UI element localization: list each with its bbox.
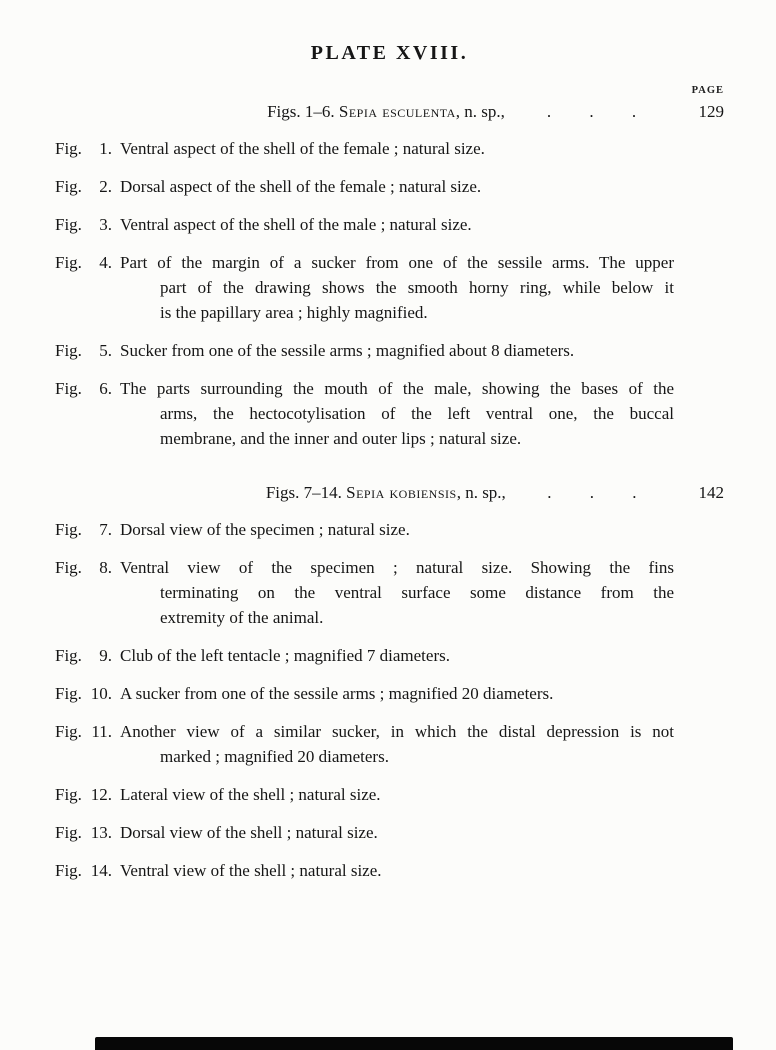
description-line: Dorsal view of the shell ; natural size. <box>120 823 378 842</box>
figure-label-word: Fig. <box>55 520 82 539</box>
section-page-number: 142 <box>698 483 724 502</box>
description-line: extremity of the animal. <box>160 608 324 627</box>
section-page-number: 129 <box>698 102 724 121</box>
description-line: Lateral view of the shell ; natural size. <box>120 785 381 804</box>
description-line: terminating on the ventral surface some distance from the <box>160 583 674 602</box>
description-line: Ventral aspect of the shell of the female ; natural size. <box>120 139 485 158</box>
figure-label <box>55 376 112 451</box>
figure-label <box>55 555 112 630</box>
description-line: arms, the hectocotylisation of the left ventral one, the buccal <box>160 404 674 423</box>
figure-label-word: Fig. <box>55 722 82 741</box>
figure-number: 4. <box>99 253 112 272</box>
heading-prefix: Figs. 7–14. <box>265 483 347 502</box>
figure-label <box>55 136 112 161</box>
figure-number: 8. <box>99 558 112 577</box>
description-line: Another view of a similar sucker, in which the distal depression is not <box>120 722 674 741</box>
figure-description <box>120 250 674 325</box>
figure-label-word: Fig. <box>55 823 82 842</box>
figure-description <box>120 858 674 883</box>
section-heading <box>55 483 724 503</box>
figure-description <box>120 643 674 668</box>
figure-number: 11. <box>91 722 112 741</box>
species-name: Sepia esculenta <box>338 102 456 121</box>
figure-description <box>120 376 674 451</box>
figure-label <box>55 858 112 883</box>
figure-entry <box>55 212 724 237</box>
figure-number: 13. <box>90 823 112 842</box>
figure-number: 3. <box>99 215 112 234</box>
description-line: The parts surrounding the mouth of the male, showing the bases of the <box>120 379 674 398</box>
figure-label <box>55 517 112 542</box>
figure-number: 10. <box>90 684 112 703</box>
section-heading-text <box>267 102 505 122</box>
figure-label-word: Fig. <box>55 861 82 880</box>
figure-entry <box>55 820 724 845</box>
figure-number: 14. <box>90 861 112 880</box>
description-line: Sucker from one of the sessile arms ; magnified about 8 diameters. <box>120 341 575 360</box>
figure-number: 6. <box>99 379 112 398</box>
description-line: Ventral aspect of the shell of the male ; natural size. <box>120 215 472 234</box>
figure-entry <box>55 782 724 807</box>
figure-number: 12. <box>90 785 112 804</box>
description-line: marked ; magnified 20 diameters. <box>160 747 389 766</box>
section-heading <box>55 102 724 122</box>
figure-label <box>55 782 112 807</box>
figure-description <box>120 555 674 630</box>
figure-entry <box>55 517 724 542</box>
page-title: PLATE XVIII. <box>310 42 469 64</box>
figure-entry <box>55 174 724 199</box>
figure-label-word: Fig. <box>55 785 82 804</box>
heading-suffix: , n. sp., <box>455 102 505 121</box>
figure-label <box>55 681 112 706</box>
figure-description <box>120 681 674 706</box>
figure-label <box>55 338 112 363</box>
figure-description <box>120 820 674 845</box>
figure-label <box>55 820 112 845</box>
description-line: Part of the margin of a sucker from one of the sessile arms. The upper <box>120 253 674 272</box>
figure-entry <box>55 643 724 668</box>
figure-entry <box>55 376 724 451</box>
description-line: Ventral view of the specimen ; natural size. Showing the fins <box>120 558 674 577</box>
figure-label-word: Fig. <box>55 558 82 577</box>
figure-description <box>120 212 674 237</box>
figure-entry <box>55 555 724 630</box>
figure-description <box>120 174 674 199</box>
figure-label-word: Fig. <box>55 253 82 272</box>
figure-entry <box>55 136 724 161</box>
figure-description <box>120 517 674 542</box>
description-line: is the papillary area ; highly magnified. <box>160 303 428 322</box>
figure-entry <box>55 719 724 769</box>
figure-label-word: Fig. <box>55 139 82 158</box>
section-sepia-kobiensis <box>55 483 724 883</box>
figure-label-word: Fig. <box>55 684 82 703</box>
figure-number: 2. <box>99 177 112 196</box>
species-name: Sepia kobiensis <box>346 483 457 502</box>
description-line: Ventral view of the shell ; natural size. <box>120 861 382 880</box>
figure-number: 9. <box>99 646 112 665</box>
description-line: Club of the left tentacle ; magnified 7 diameters. <box>120 646 450 665</box>
figure-entry <box>55 858 724 883</box>
figure-entry <box>55 338 724 363</box>
scan-artifact-bar <box>95 1037 733 1050</box>
figure-description <box>120 719 674 769</box>
figure-number: 5. <box>99 341 112 360</box>
figure-label <box>55 174 112 199</box>
figure-description <box>120 136 674 161</box>
page-column-label: PAGE <box>691 85 724 96</box>
figure-label-word: Fig. <box>55 215 82 234</box>
figure-label-word: Fig. <box>55 177 82 196</box>
figure-label <box>55 643 112 668</box>
figure-label-word: Fig. <box>55 646 82 665</box>
heading-suffix: , n. sp., <box>456 483 506 502</box>
figure-label <box>55 250 112 325</box>
figure-description <box>120 338 674 363</box>
figure-number: 7. <box>99 520 112 539</box>
figure-label <box>55 719 112 769</box>
section-sepia-esculenta <box>55 102 724 451</box>
dot-leader: . . . <box>546 102 637 121</box>
figure-label-word: Fig. <box>55 341 82 360</box>
figure-entry <box>55 681 724 706</box>
figure-entry <box>55 250 724 325</box>
section-heading-text <box>266 483 506 503</box>
description-line: part of the drawing shows the smooth horny ring, while below it <box>160 278 674 297</box>
figure-description <box>120 782 674 807</box>
description-line: Dorsal view of the specimen ; natural size. <box>120 520 410 539</box>
heading-prefix: Figs. 1–6. <box>267 102 339 121</box>
dot-leader: . . . <box>547 483 637 502</box>
figure-label-word: Fig. <box>55 379 82 398</box>
description-line: membrane, and the inner and outer lips ; natural size. <box>160 429 522 448</box>
description-line: Dorsal aspect of the shell of the female ; natural size. <box>120 177 482 196</box>
figure-number: 1. <box>99 139 112 158</box>
figure-label <box>55 212 112 237</box>
description-line: A sucker from one of the sessile arms ; magnified 20 diameters. <box>120 684 554 703</box>
